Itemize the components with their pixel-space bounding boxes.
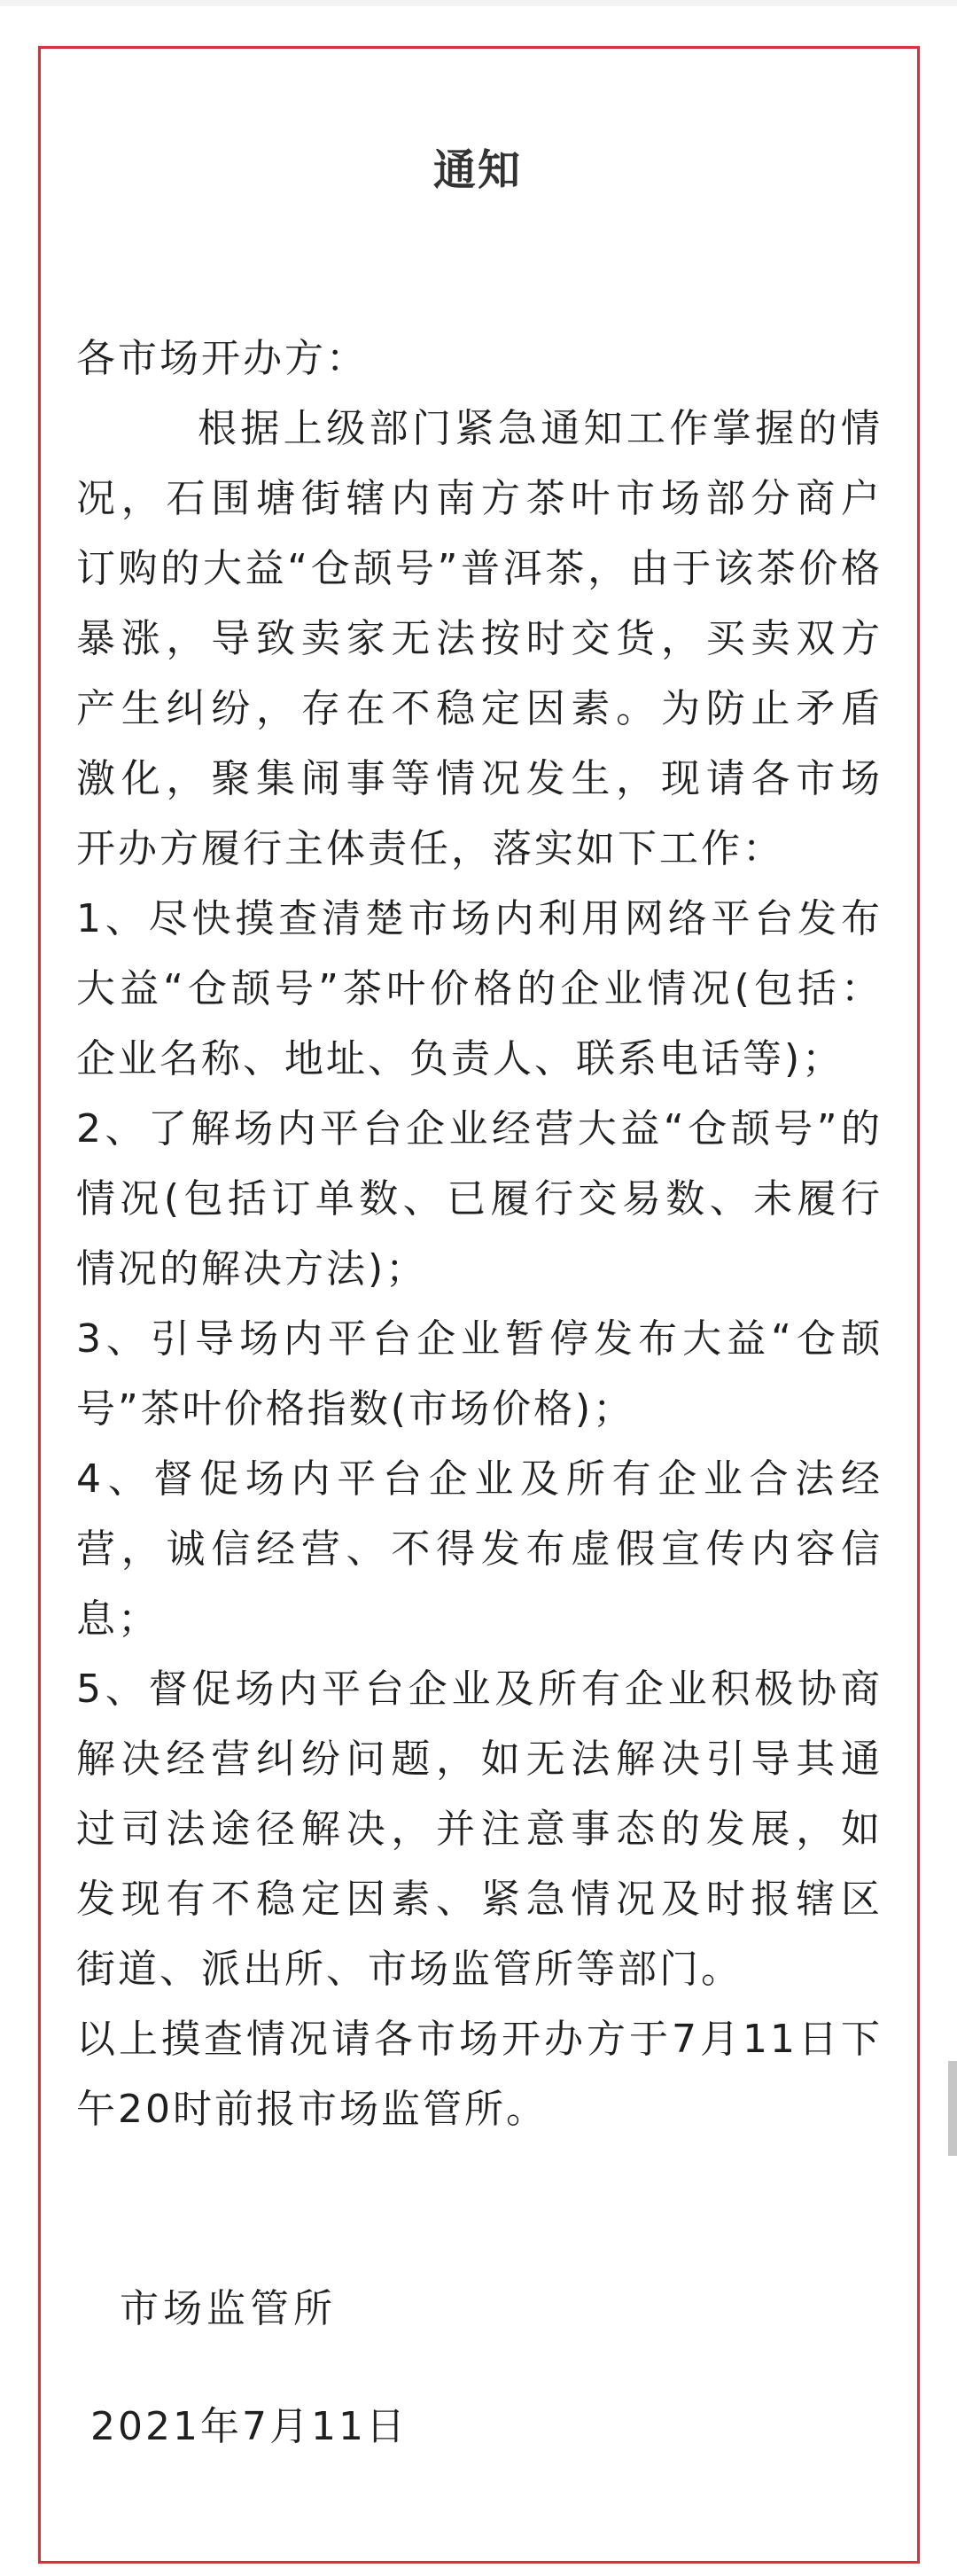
item-4-line: 4、督促场内平台企业及所有企业合法经 bbox=[76, 1456, 883, 1502]
scrollbar-thumb[interactable] bbox=[948, 2061, 957, 2156]
item-2-line: 2、了解场内平台企业经营大益“仓颉号”的 bbox=[76, 1106, 883, 1151]
body-line: 激化，聚集闹事等情况发生，现请各市场 bbox=[76, 756, 883, 801]
notice-title: 通知 bbox=[432, 145, 522, 195]
closing-line: 以上摸查情况请各市场开办方于7月11日下 bbox=[76, 2017, 883, 2062]
item-2-line: 情况(包括订单数、已履行交易数、未履行 bbox=[76, 1176, 883, 1222]
item-2-line: 情况的解决方法)； bbox=[76, 1246, 428, 1292]
item-3-line: 号”茶叶价格指数(市场价格)； bbox=[76, 1386, 635, 1432]
signature-issuer: 市场监管所 bbox=[120, 2286, 337, 2331]
item-5-line: 5、督促场内平台企业及所有企业积极协商 bbox=[76, 1667, 883, 1712]
signature-date: 2021年7月11日 bbox=[90, 2404, 408, 2449]
item-1-line: 大益“仓颉号”茶叶价格的企业情况(包括： bbox=[76, 966, 883, 1011]
body-line: 开办方履行主体责任，落实如下工作： bbox=[76, 826, 784, 871]
body-line: 况，石围塘街辖内南方茶叶市场部分商户 bbox=[76, 476, 883, 521]
item-4-line: 营，诚信经营、不得发布虚假宣传内容信 bbox=[76, 1526, 883, 1572]
item-5-line: 解决经营纠纷问题，如无法解决引导其通 bbox=[76, 1737, 883, 1782]
notice-body bbox=[76, 324, 883, 2144]
item-4-line: 息； bbox=[76, 1596, 160, 1642]
item-1-line: 企业名称、地址、负责人、联系电话等)； bbox=[76, 1036, 844, 1081]
body-line: 暴涨，导致卖家无法按时交货，买卖双方 bbox=[76, 616, 883, 661]
body-line: 产生纠纷，存在不稳定因素。为防止矛盾 bbox=[76, 686, 883, 731]
body-line: 根据上级部门紧急通知工作掌握的情 bbox=[198, 406, 883, 451]
top-band bbox=[0, 0, 957, 6]
item-3-line: 3、引导场内平台企业暂停发布大益“仓颉 bbox=[76, 1316, 883, 1362]
closing-line: 午20时前报市场监管所。 bbox=[76, 2087, 548, 2132]
item-5-line: 街道、派出所、市场监管所等部门。 bbox=[76, 1947, 743, 1992]
body-line: 订购的大益“仓颉号”普洱茶，由于该茶价格 bbox=[76, 546, 883, 591]
item-5-line: 过司法途径解决，并注意事态的发展，如 bbox=[76, 1807, 883, 1852]
item-5-line: 发现有不稳定因素、紧急情况及时报辖区 bbox=[76, 1877, 883, 1922]
item-1-line: 1、尽快摸查清楚市场内利用网络平台发布 bbox=[76, 896, 883, 941]
salutation: 各市场开办方： bbox=[76, 336, 368, 381]
